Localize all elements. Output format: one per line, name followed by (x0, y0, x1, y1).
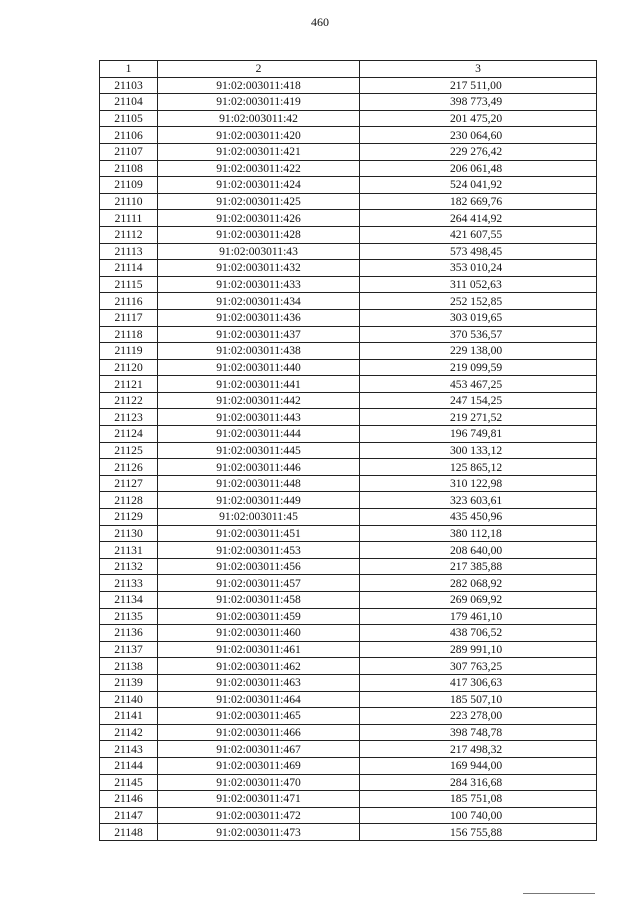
amount: 353 010,24 (360, 260, 597, 277)
table-row (100, 426, 597, 443)
row-number: 21115 (100, 276, 158, 293)
table-row (100, 724, 597, 741)
amount: 438 706,52 (360, 625, 597, 642)
cadastral-number: 91:02:003011:460 (158, 625, 360, 642)
cadastral-number: 91:02:003011:459 (158, 608, 360, 625)
table-row (100, 293, 597, 310)
amount: 252 152,85 (360, 293, 597, 310)
table-row (100, 243, 597, 260)
cadastral-number: 91:02:003011:458 (158, 592, 360, 609)
amount: 185 507,10 (360, 691, 597, 708)
column-header-2: 2 (158, 61, 360, 78)
amount: 264 414,92 (360, 210, 597, 227)
table-row (100, 409, 597, 426)
cadastral-number: 91:02:003011:467 (158, 741, 360, 758)
table-row (100, 509, 597, 526)
amount: 370 536,57 (360, 326, 597, 343)
row-number: 21122 (100, 392, 158, 409)
column-header-1: 1 (100, 61, 158, 78)
row-number: 21119 (100, 343, 158, 360)
amount: 223 278,00 (360, 708, 597, 725)
amount: 100 740,00 (360, 807, 597, 824)
table-header-row (100, 61, 597, 78)
cadastral-number: 91:02:003011:440 (158, 359, 360, 376)
table-row (100, 343, 597, 360)
amount: 217 498,32 (360, 741, 597, 758)
cadastral-number: 91:02:003011:45 (158, 509, 360, 526)
row-number: 21103 (100, 77, 158, 94)
table-row (100, 77, 597, 94)
cadastral-number: 91:02:003011:419 (158, 94, 360, 111)
table-row (100, 110, 597, 127)
row-number: 21131 (100, 542, 158, 559)
table-row (100, 741, 597, 758)
amount: 219 099,59 (360, 359, 597, 376)
amount: 156 755,88 (360, 824, 597, 841)
cadastral-number: 91:02:003011:42 (158, 110, 360, 127)
table-row (100, 641, 597, 658)
table-row (100, 143, 597, 160)
cadastral-number: 91:02:003011:422 (158, 160, 360, 177)
table-row (100, 210, 597, 227)
amount: 398 748,78 (360, 724, 597, 741)
row-number: 21116 (100, 293, 158, 310)
table-row (100, 625, 597, 642)
cadastral-number: 91:02:003011:436 (158, 309, 360, 326)
column-header-3: 3 (360, 61, 597, 78)
row-number: 21117 (100, 309, 158, 326)
row-number: 21108 (100, 160, 158, 177)
table-row (100, 392, 597, 409)
cadastral-number: 91:02:003011:464 (158, 691, 360, 708)
row-number: 21133 (100, 575, 158, 592)
amount: 206 061,48 (360, 160, 597, 177)
amount: 398 773,49 (360, 94, 597, 111)
cadastral-number: 91:02:003011:449 (158, 492, 360, 509)
amount: 269 069,92 (360, 592, 597, 609)
amount: 380 112,18 (360, 525, 597, 542)
table-row (100, 757, 597, 774)
cadastral-number: 91:02:003011:43 (158, 243, 360, 260)
table-row (100, 807, 597, 824)
cadastral-number: 91:02:003011:442 (158, 392, 360, 409)
row-number: 21128 (100, 492, 158, 509)
row-number: 21129 (100, 509, 158, 526)
registry-table (99, 60, 597, 841)
table-row (100, 525, 597, 542)
cadastral-number: 91:02:003011:473 (158, 824, 360, 841)
row-number: 21135 (100, 608, 158, 625)
row-number: 21106 (100, 127, 158, 144)
table-row (100, 575, 597, 592)
row-number: 21104 (100, 94, 158, 111)
table-row (100, 276, 597, 293)
row-number: 21112 (100, 226, 158, 243)
row-number: 21132 (100, 558, 158, 575)
table-row (100, 691, 597, 708)
row-number: 21143 (100, 741, 158, 758)
cadastral-number: 91:02:003011:461 (158, 641, 360, 658)
cadastral-number: 91:02:003011:433 (158, 276, 360, 293)
table-row (100, 475, 597, 492)
table-row (100, 592, 597, 609)
row-number: 21113 (100, 243, 158, 260)
row-number: 21118 (100, 326, 158, 343)
row-number: 21134 (100, 592, 158, 609)
page-number: 460 (311, 15, 329, 29)
row-number: 21121 (100, 376, 158, 393)
footer-line (523, 893, 595, 894)
row-number: 21114 (100, 260, 158, 277)
amount: 310 122,98 (360, 475, 597, 492)
amount: 417 306,63 (360, 674, 597, 691)
cadastral-number: 91:02:003011:424 (158, 177, 360, 194)
amount: 453 467,25 (360, 376, 597, 393)
row-number: 21109 (100, 177, 158, 194)
cadastral-number: 91:02:003011:445 (158, 442, 360, 459)
amount: 247 154,25 (360, 392, 597, 409)
row-number: 21137 (100, 641, 158, 658)
row-number: 21141 (100, 708, 158, 725)
table-row (100, 127, 597, 144)
row-number: 21130 (100, 525, 158, 542)
table-body (100, 77, 597, 840)
cadastral-number: 91:02:003011:471 (158, 791, 360, 808)
cadastral-number: 91:02:003011:425 (158, 193, 360, 210)
table-row (100, 177, 597, 194)
row-number: 21138 (100, 658, 158, 675)
amount: 524 041,92 (360, 177, 597, 194)
amount: 185 751,08 (360, 791, 597, 808)
cadastral-number: 91:02:003011:457 (158, 575, 360, 592)
cadastral-number: 91:02:003011:438 (158, 343, 360, 360)
cadastral-number: 91:02:003011:465 (158, 708, 360, 725)
row-number: 21140 (100, 691, 158, 708)
amount: 303 019,65 (360, 309, 597, 326)
amount: 284 316,68 (360, 774, 597, 791)
table-row (100, 774, 597, 791)
cadastral-number: 91:02:003011:463 (158, 674, 360, 691)
table-row (100, 791, 597, 808)
row-number: 21147 (100, 807, 158, 824)
cadastral-number: 91:02:003011:420 (158, 127, 360, 144)
table-row (100, 658, 597, 675)
amount: 289 991,10 (360, 641, 597, 658)
cadastral-number: 91:02:003011:432 (158, 260, 360, 277)
cadastral-number: 91:02:003011:462 (158, 658, 360, 675)
table-row (100, 674, 597, 691)
cadastral-number: 91:02:003011:421 (158, 143, 360, 160)
cadastral-number: 91:02:003011:448 (158, 475, 360, 492)
cadastral-number: 91:02:003011:437 (158, 326, 360, 343)
cadastral-number: 91:02:003011:443 (158, 409, 360, 426)
row-number: 21111 (100, 210, 158, 227)
table-row (100, 459, 597, 476)
table-row (100, 542, 597, 559)
cadastral-number: 91:02:003011:451 (158, 525, 360, 542)
row-number: 21139 (100, 674, 158, 691)
cadastral-number: 91:02:003011:434 (158, 293, 360, 310)
amount: 435 450,96 (360, 509, 597, 526)
amount: 125 865,12 (360, 459, 597, 476)
table-row (100, 558, 597, 575)
amount: 307 763,25 (360, 658, 597, 675)
table-row (100, 608, 597, 625)
cadastral-number: 91:02:003011:472 (158, 807, 360, 824)
row-number: 21105 (100, 110, 158, 127)
row-number: 21145 (100, 774, 158, 791)
table-row (100, 160, 597, 177)
row-number: 21146 (100, 791, 158, 808)
cadastral-number: 91:02:003011:466 (158, 724, 360, 741)
amount: 169 944,00 (360, 757, 597, 774)
amount: 229 276,42 (360, 143, 597, 160)
table-row (100, 193, 597, 210)
amount: 219 271,52 (360, 409, 597, 426)
cadastral-number: 91:02:003011:418 (158, 77, 360, 94)
table-row (100, 309, 597, 326)
table-row (100, 824, 597, 841)
row-number: 21136 (100, 625, 158, 642)
row-number: 21123 (100, 409, 158, 426)
amount: 282 068,92 (360, 575, 597, 592)
amount: 323 603,61 (360, 492, 597, 509)
cadastral-number: 91:02:003011:453 (158, 542, 360, 559)
amount: 230 064,60 (360, 127, 597, 144)
row-number: 21110 (100, 193, 158, 210)
cadastral-number: 91:02:003011:428 (158, 226, 360, 243)
amount: 182 669,76 (360, 193, 597, 210)
cadastral-number: 91:02:003011:426 (158, 210, 360, 227)
amount: 300 133,12 (360, 442, 597, 459)
cadastral-number: 91:02:003011:441 (158, 376, 360, 393)
row-number: 21126 (100, 459, 158, 476)
cadastral-number: 91:02:003011:456 (158, 558, 360, 575)
amount: 201 475,20 (360, 110, 597, 127)
table-row (100, 376, 597, 393)
cadastral-number: 91:02:003011:469 (158, 757, 360, 774)
amount: 217 385,88 (360, 558, 597, 575)
row-number: 21120 (100, 359, 158, 376)
table-row (100, 226, 597, 243)
amount: 229 138,00 (360, 343, 597, 360)
cadastral-number: 91:02:003011:446 (158, 459, 360, 476)
row-number: 21127 (100, 475, 158, 492)
amount: 311 052,63 (360, 276, 597, 293)
row-number: 21124 (100, 426, 158, 443)
table-row (100, 442, 597, 459)
table-row (100, 359, 597, 376)
amount: 179 461,10 (360, 608, 597, 625)
table-row (100, 492, 597, 509)
amount: 208 640,00 (360, 542, 597, 559)
amount: 196 749,81 (360, 426, 597, 443)
row-number: 21107 (100, 143, 158, 160)
cadastral-number: 91:02:003011:470 (158, 774, 360, 791)
amount: 421 607,55 (360, 226, 597, 243)
row-number: 21144 (100, 757, 158, 774)
row-number: 21148 (100, 824, 158, 841)
row-number: 21142 (100, 724, 158, 741)
table-row (100, 326, 597, 343)
table-row (100, 708, 597, 725)
amount: 217 511,00 (360, 77, 597, 94)
row-number: 21125 (100, 442, 158, 459)
amount: 573 498,45 (360, 243, 597, 260)
table-row (100, 260, 597, 277)
cadastral-number: 91:02:003011:444 (158, 426, 360, 443)
table-row (100, 94, 597, 111)
